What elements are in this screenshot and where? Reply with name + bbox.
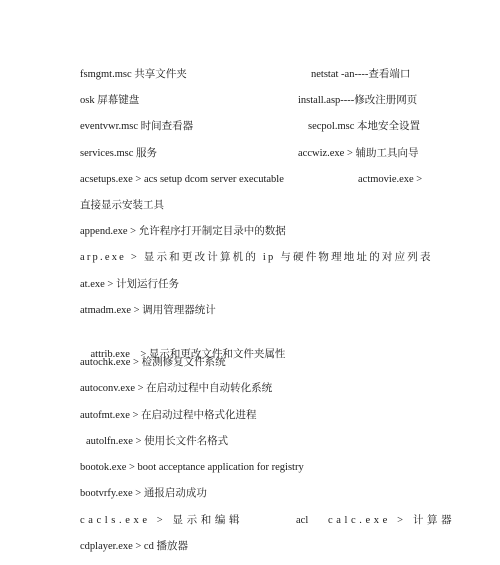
line-left-text: cdplayer.exe > cd 播放器 bbox=[80, 541, 188, 552]
text-line bbox=[80, 512, 456, 530]
line-left-text: bootok.exe > boot acceptance application for registry bbox=[80, 462, 304, 473]
text-line bbox=[80, 407, 432, 425]
line-left-text: autolfn.exe > 使用长文件名格式 bbox=[86, 436, 229, 447]
text-line bbox=[80, 354, 432, 372]
text-line bbox=[80, 223, 432, 241]
line-mid-text: acl bbox=[296, 515, 309, 526]
text-line bbox=[80, 302, 432, 320]
line-right-text: accwiz.exe > 辅助工具向导 bbox=[298, 148, 419, 159]
text-line bbox=[80, 118, 432, 136]
line-right-text: actmovie.exe > bbox=[358, 174, 423, 185]
text-line bbox=[80, 249, 432, 267]
line-left-text: eventvwr.msc 时间查看器 bbox=[80, 121, 194, 132]
line-left-text: autofmt.exe > 在启动过程中格式化进程 bbox=[80, 410, 257, 421]
text-line bbox=[86, 433, 438, 451]
line-left-text: at.exe > 计划运行任务 bbox=[80, 279, 179, 290]
text-line bbox=[80, 276, 432, 294]
line-left-text: acsetups.exe > acs setup dcom server executable bbox=[80, 174, 284, 185]
line-left-text: autoconv.exe > 在启动过程中自动转化系统 bbox=[80, 383, 273, 394]
text-line bbox=[80, 328, 432, 360]
line-right-text: secpol.msc 本地安全设置 bbox=[308, 121, 420, 132]
text-line bbox=[80, 171, 432, 189]
line-left-text: osk 屏幕键盘 bbox=[80, 95, 140, 106]
line-left-text: attrib.exe > 显示和更改文件和文件夹属性 bbox=[90, 349, 286, 360]
line-left-text: autochk.exe > 检测修复文件系统 bbox=[80, 357, 226, 368]
text-line bbox=[80, 538, 432, 556]
line-left-text: append.exe > 允许程序打开制定目录中的数据 bbox=[80, 226, 286, 237]
text-line bbox=[80, 380, 432, 398]
line-right-text: install.asp----修改注册网页 bbox=[298, 95, 418, 106]
text-line bbox=[80, 66, 432, 84]
line-left-text: fsmgmt.msc 共享文件夹 bbox=[80, 69, 187, 80]
line-left-text: arp.exe > 显示和更改计算机的 ip 与硬件物理地址的对应列表 bbox=[80, 252, 433, 263]
text-line bbox=[80, 197, 432, 215]
text-line bbox=[80, 92, 432, 110]
text-line bbox=[80, 485, 432, 503]
line-right-text: netstat -an----查看端口 bbox=[311, 69, 411, 80]
line-left-text: services.msc 服务 bbox=[80, 148, 157, 159]
line-left-text: 直接显示安装工具 bbox=[80, 200, 164, 211]
line-left-text: cacls.exe > 显示和编辑 bbox=[80, 515, 244, 526]
line-right-text: calc.exe > 计算器 bbox=[328, 515, 456, 526]
line-left-text: bootvrfy.exe > 通报启动成功 bbox=[80, 488, 207, 499]
text-line bbox=[80, 459, 432, 477]
text-line bbox=[80, 145, 432, 163]
line-left-text: atmadm.exe > 调用管理器统计 bbox=[80, 305, 216, 316]
